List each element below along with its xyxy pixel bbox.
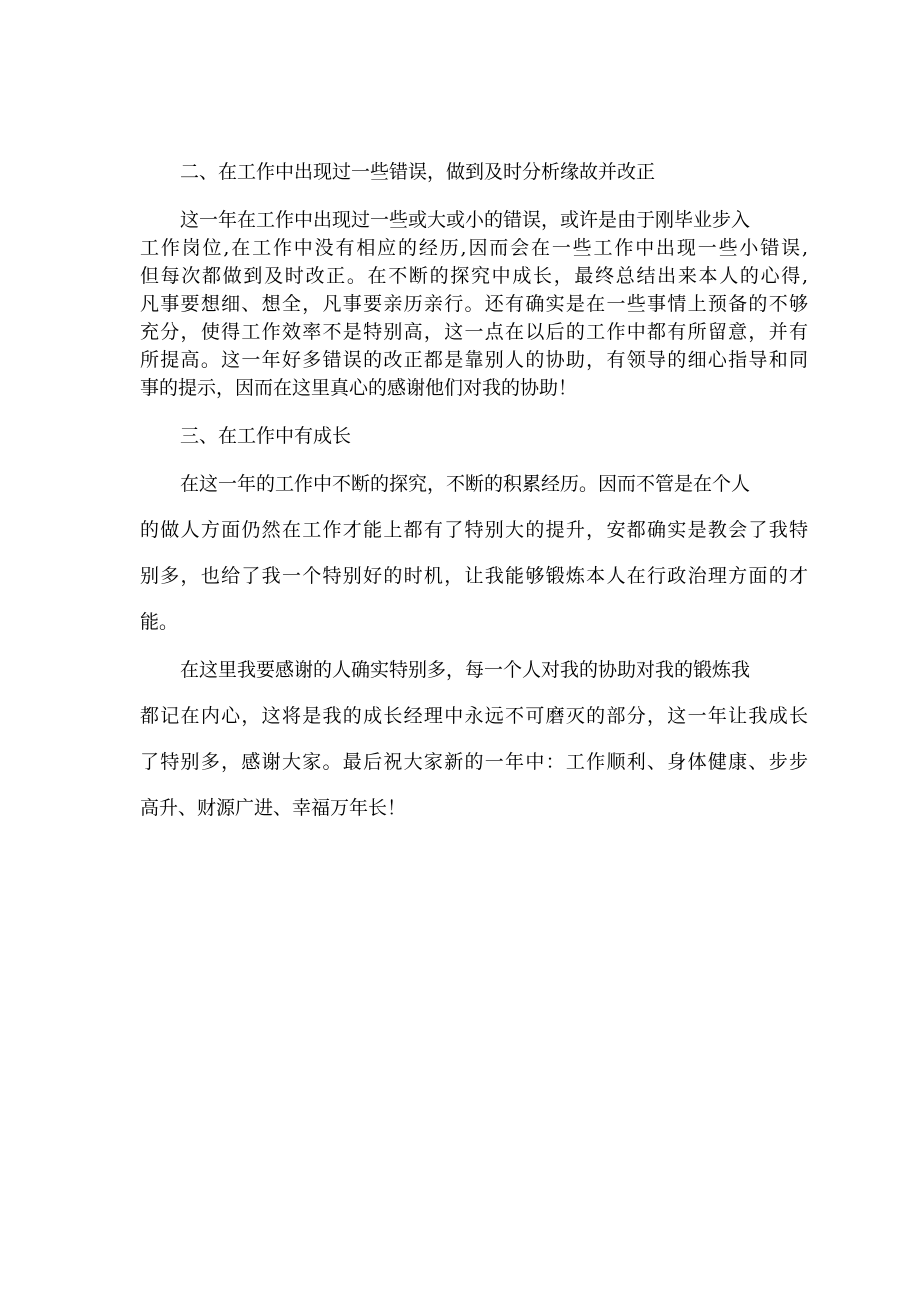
section3-heading: 三、在工作中有成长: [180, 425, 352, 447]
paragraph-line: 事的提示，因而在这里真心的感谢他们对我的协助！: [140, 377, 578, 399]
paragraph-line: 在这一年的工作中不断的探究，不断的积累经历。因而不管是在个人: [180, 473, 751, 495]
paragraph-line: 在这里我要感谢的人确实特别多，每一个人对我的协助对我的锻炼我: [180, 659, 751, 681]
paragraph-line: 别多，也给了我一个特别好的时机，让我能够锻炼本人在行政治理方面的才: [140, 565, 808, 587]
paragraph-line: 的做人方面仍然在工作才能上都有了特别大的提升，安都确实是教会了我特: [140, 519, 808, 541]
paragraph-line: 充分，使得工作效率不是特别高，这一点在以后的工作中都有所留意，并有: [140, 321, 808, 343]
paragraph-line: 但每次都做到及时改正。在不断的探究中成长，最终总结出来本人的心得,: [140, 265, 808, 287]
paragraph-line: 了特别多，感谢大家。最后祝大家新的一年中：工作顺利、身体健康、步步: [140, 751, 808, 773]
paragraph-line: 都记在内心，这将是我的成长经理中永远不可磨灭的部分，这一年让我成长: [140, 705, 808, 727]
paragraph-line: 工作岗位,在工作中没有相应的经历,因而会在一些工作中出现一些小错误,: [140, 237, 808, 259]
section2-heading: 二、在工作中出现过一些错误，做到及时分析缘故并改正: [180, 161, 656, 183]
paragraph-line: 凡事要想细、想全，凡事要亲历亲行。还有确实是在一些事情上预备的不够: [140, 293, 808, 315]
paragraph-line: 所提高。这一年好多错误的改正都是靠别人的协助，有领导的细心指导和同: [140, 349, 808, 371]
paragraph-line: 高升、财源广进、幸福万年长！: [140, 797, 407, 819]
paragraph-line: 这一年在工作中出现过一些或大或小的错误，或许是由于刚毕业步入: [180, 209, 751, 231]
paragraph-line: 能。: [140, 611, 179, 633]
